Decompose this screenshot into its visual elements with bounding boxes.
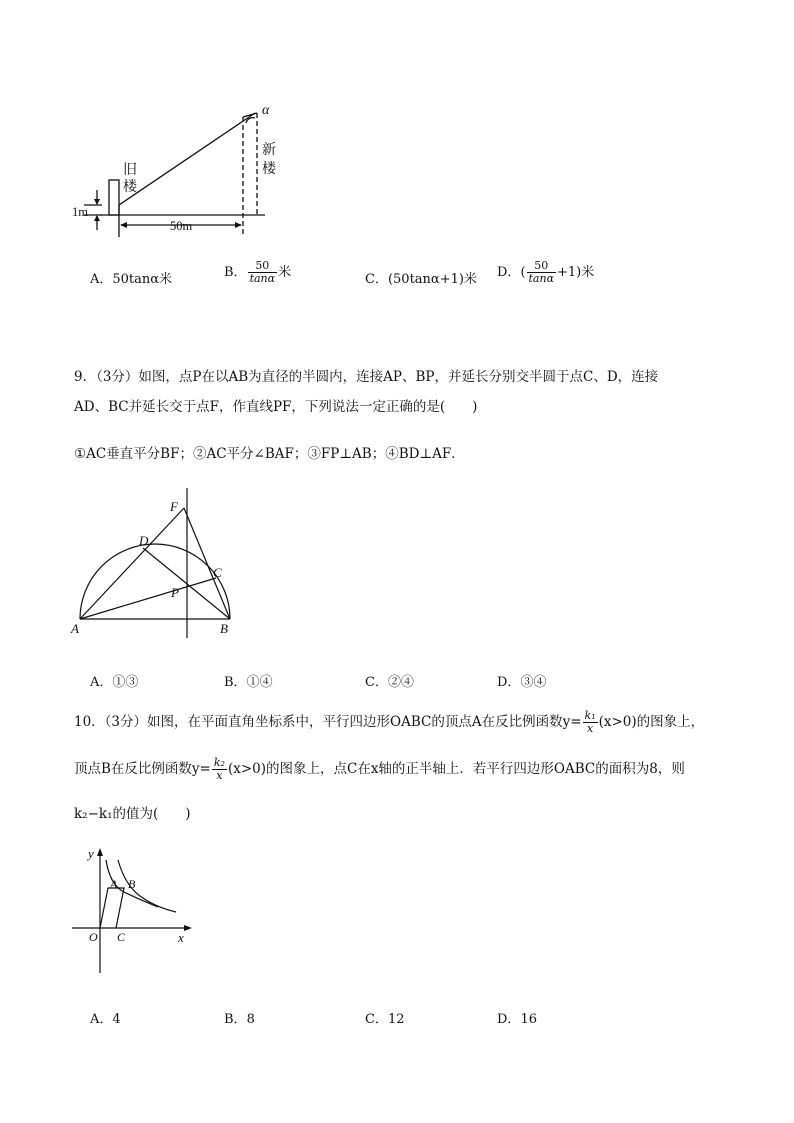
fraction: $\frac{50}{\tan\alpha}$ xyxy=(249,259,276,285)
q9-statements: ①AC垂直平分BF；②AC平分∠BAF；③FP⊥AB；④BD⊥AF． xyxy=(74,446,465,462)
q8-option-d[interactable]: D．( $\frac{50}{\tan\alpha}$ +1)米 xyxy=(497,259,595,285)
label-x: x xyxy=(178,930,184,945)
fraction-k2: $\frac{\text{k₂}}{x}$ xyxy=(213,756,225,782)
q10-stem-line1: 10．（3分）如图，在平面直角坐标系中，平行四边形OABC的顶点A在反比例函数y= $\frac{\text{k₁}}{x}$ (x>0)的图象上， xyxy=(74,709,705,735)
q10-option-c[interactable]: C．12 xyxy=(365,1012,405,1027)
q8-option-b[interactable]: B． $\frac{50}{\tan\alpha}$ 米 xyxy=(224,259,292,285)
q10-option-d[interactable]: D．16 xyxy=(497,1012,537,1027)
q10-stem-line3: k₂−k₁的值为( ) xyxy=(74,806,191,822)
q9-option-b[interactable]: B．①④ xyxy=(224,675,273,690)
label-p: P xyxy=(171,585,179,600)
q8-option-c[interactable]: C．(50tanα+1)米 xyxy=(365,272,477,287)
label-a: A xyxy=(71,621,79,636)
label-a: A xyxy=(110,877,118,891)
label-c: C xyxy=(117,930,126,944)
q9-option-a[interactable]: A．①③ xyxy=(90,675,139,690)
q9-option-c[interactable]: C．②④ xyxy=(365,675,414,690)
q8-option-a[interactable]: A．50tanα米 xyxy=(90,272,173,287)
label-f: F xyxy=(170,499,178,514)
q9-stem-line2: AD、BC并延长交于点F，作直线PF，下列说法一定正确的是( ) xyxy=(74,399,478,415)
parallelogram-oabc xyxy=(100,888,124,928)
fraction-k1: $\frac{\text{k₁}}{x}$ xyxy=(584,709,596,735)
q10-option-b[interactable]: B．8 xyxy=(224,1012,255,1027)
label-c: C xyxy=(213,565,222,580)
height-label: 1m xyxy=(72,205,88,219)
q10-stem-line2: 顶点B在反比例函数y= $\frac{\text{k₂}}{x}$ (x>0)的图象上，点C在x轴的正半轴上．若平行四边形OABC的面积为8，则 xyxy=(74,756,685,782)
label-b: B xyxy=(128,877,136,891)
label-d: D xyxy=(139,533,149,548)
q9-option-d[interactable]: D．③④ xyxy=(497,675,547,690)
curve-k2 xyxy=(118,860,176,912)
fraction: $\frac{50}{\tan\alpha}$ xyxy=(528,259,555,285)
new-building-label-2: 楼 xyxy=(262,162,276,177)
q10-option-a[interactable]: A．4 xyxy=(90,1012,121,1027)
old-building-label-1: 旧 xyxy=(123,163,137,178)
label-b: B xyxy=(220,621,228,636)
label-y: y xyxy=(88,846,94,861)
alpha-label: α xyxy=(262,103,270,118)
q9-stem-line1: 9．（3分）如图，点P在以AB为直径的半圆内，连接AP、BP，并延长分别交半圆于点C、D，连接 xyxy=(74,369,659,385)
label-o: O xyxy=(89,930,98,944)
distance-label: 50m xyxy=(170,219,193,233)
new-building-label-1: 新 xyxy=(262,143,276,158)
old-building-label-2: 楼 xyxy=(123,180,137,195)
